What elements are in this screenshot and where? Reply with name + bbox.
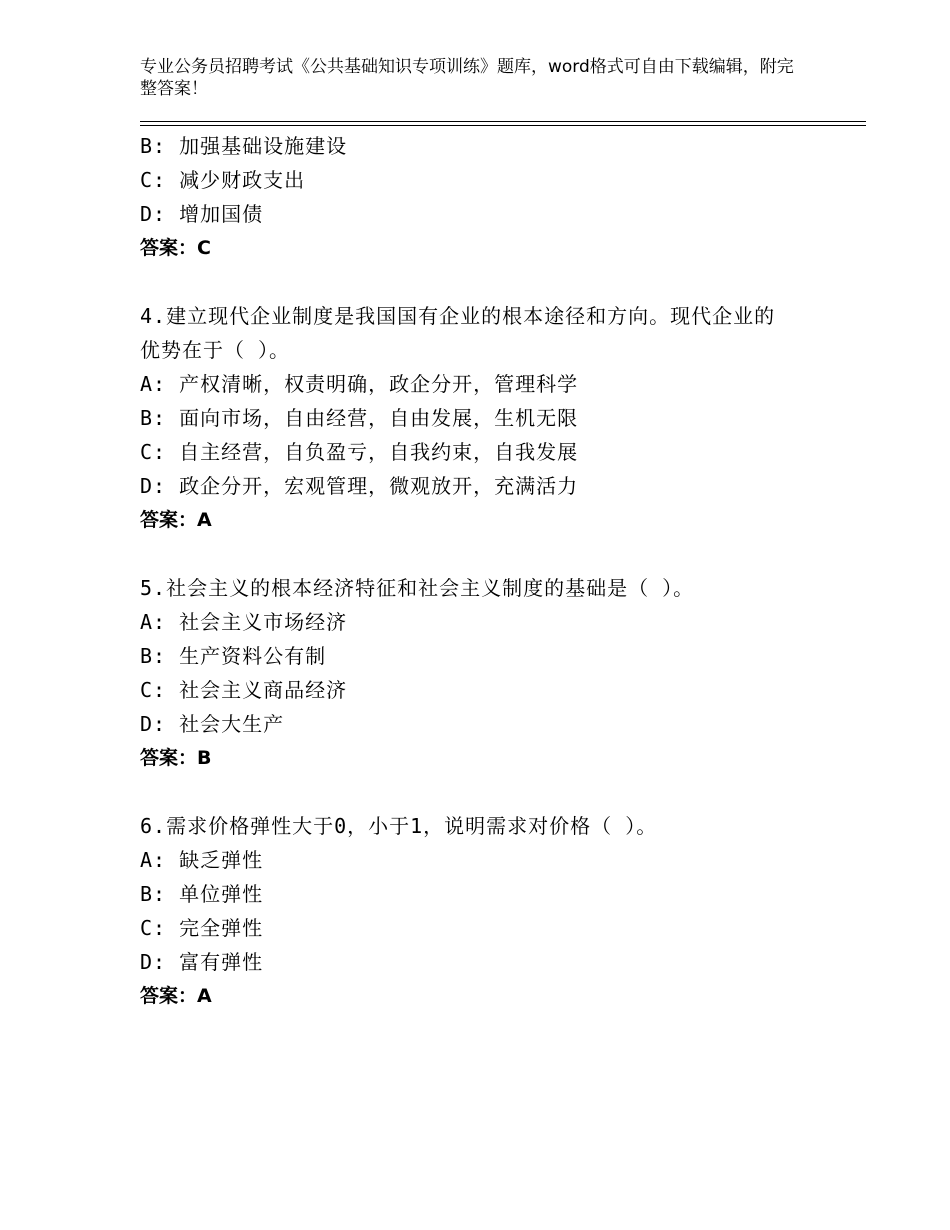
answer: 答案：C	[140, 237, 211, 259]
question-4	[140, 299, 840, 537]
option-c: C: 自主经营，自负盈亏，自我约束，自我发展	[140, 440, 579, 464]
answer: 答案：A	[140, 985, 212, 1007]
option-b: B: 面向市场，自由经营，自由发展，生机无限	[140, 406, 579, 430]
option-c: C: 完全弹性	[140, 916, 264, 940]
question-stem: 6.需求价格弹性大于0，小于1，说明需求对价格（ ）。	[140, 814, 658, 838]
question-stem: 5.社会主义的根本经济特征和社会主义制度的基础是（ ）。	[140, 576, 695, 600]
option-a: A: 产权清晰，权责明确，政企分开，管理科学	[140, 372, 579, 396]
option-b: B: 加强基础设施建设	[140, 134, 348, 158]
answer: 答案：A	[140, 509, 212, 531]
option-d: D: 政企分开，宏观管理，微观放开，充满活力	[140, 474, 579, 498]
option-d: D: 社会大生产	[140, 712, 285, 736]
question-content	[140, 129, 840, 1013]
spacer	[140, 537, 840, 571]
question-5	[140, 571, 840, 775]
option-d: D: 富有弹性	[140, 950, 264, 974]
question-3-partial	[140, 129, 840, 265]
answer: 答案：B	[140, 747, 212, 769]
spacer	[140, 775, 840, 809]
header-rule-bottom	[140, 125, 866, 126]
option-a: A: 缺乏弹性	[140, 848, 264, 872]
question-6	[140, 809, 840, 1013]
option-b: B: 单位弹性	[140, 882, 264, 906]
header-rule-top	[140, 121, 866, 122]
option-c: C: 减少财政支出	[140, 168, 306, 192]
question-stem: 4.建立现代企业制度是我国国有企业的根本途径和方向。现代企业的	[140, 304, 776, 328]
option-d: D: 增加国债	[140, 202, 264, 226]
question-stem-continued: 优势在于（ ）。	[140, 338, 291, 362]
option-c: C: 社会主义商品经济	[140, 678, 348, 702]
option-b: B: 生产资料公有制	[140, 644, 327, 668]
option-a: A: 社会主义市场经济	[140, 610, 348, 634]
spacer	[140, 265, 840, 299]
document-header: 专业公务员招聘考试《公共基础知识专项训练》题库，word格式可自由下载编辑，附完整答案！	[140, 57, 794, 99]
